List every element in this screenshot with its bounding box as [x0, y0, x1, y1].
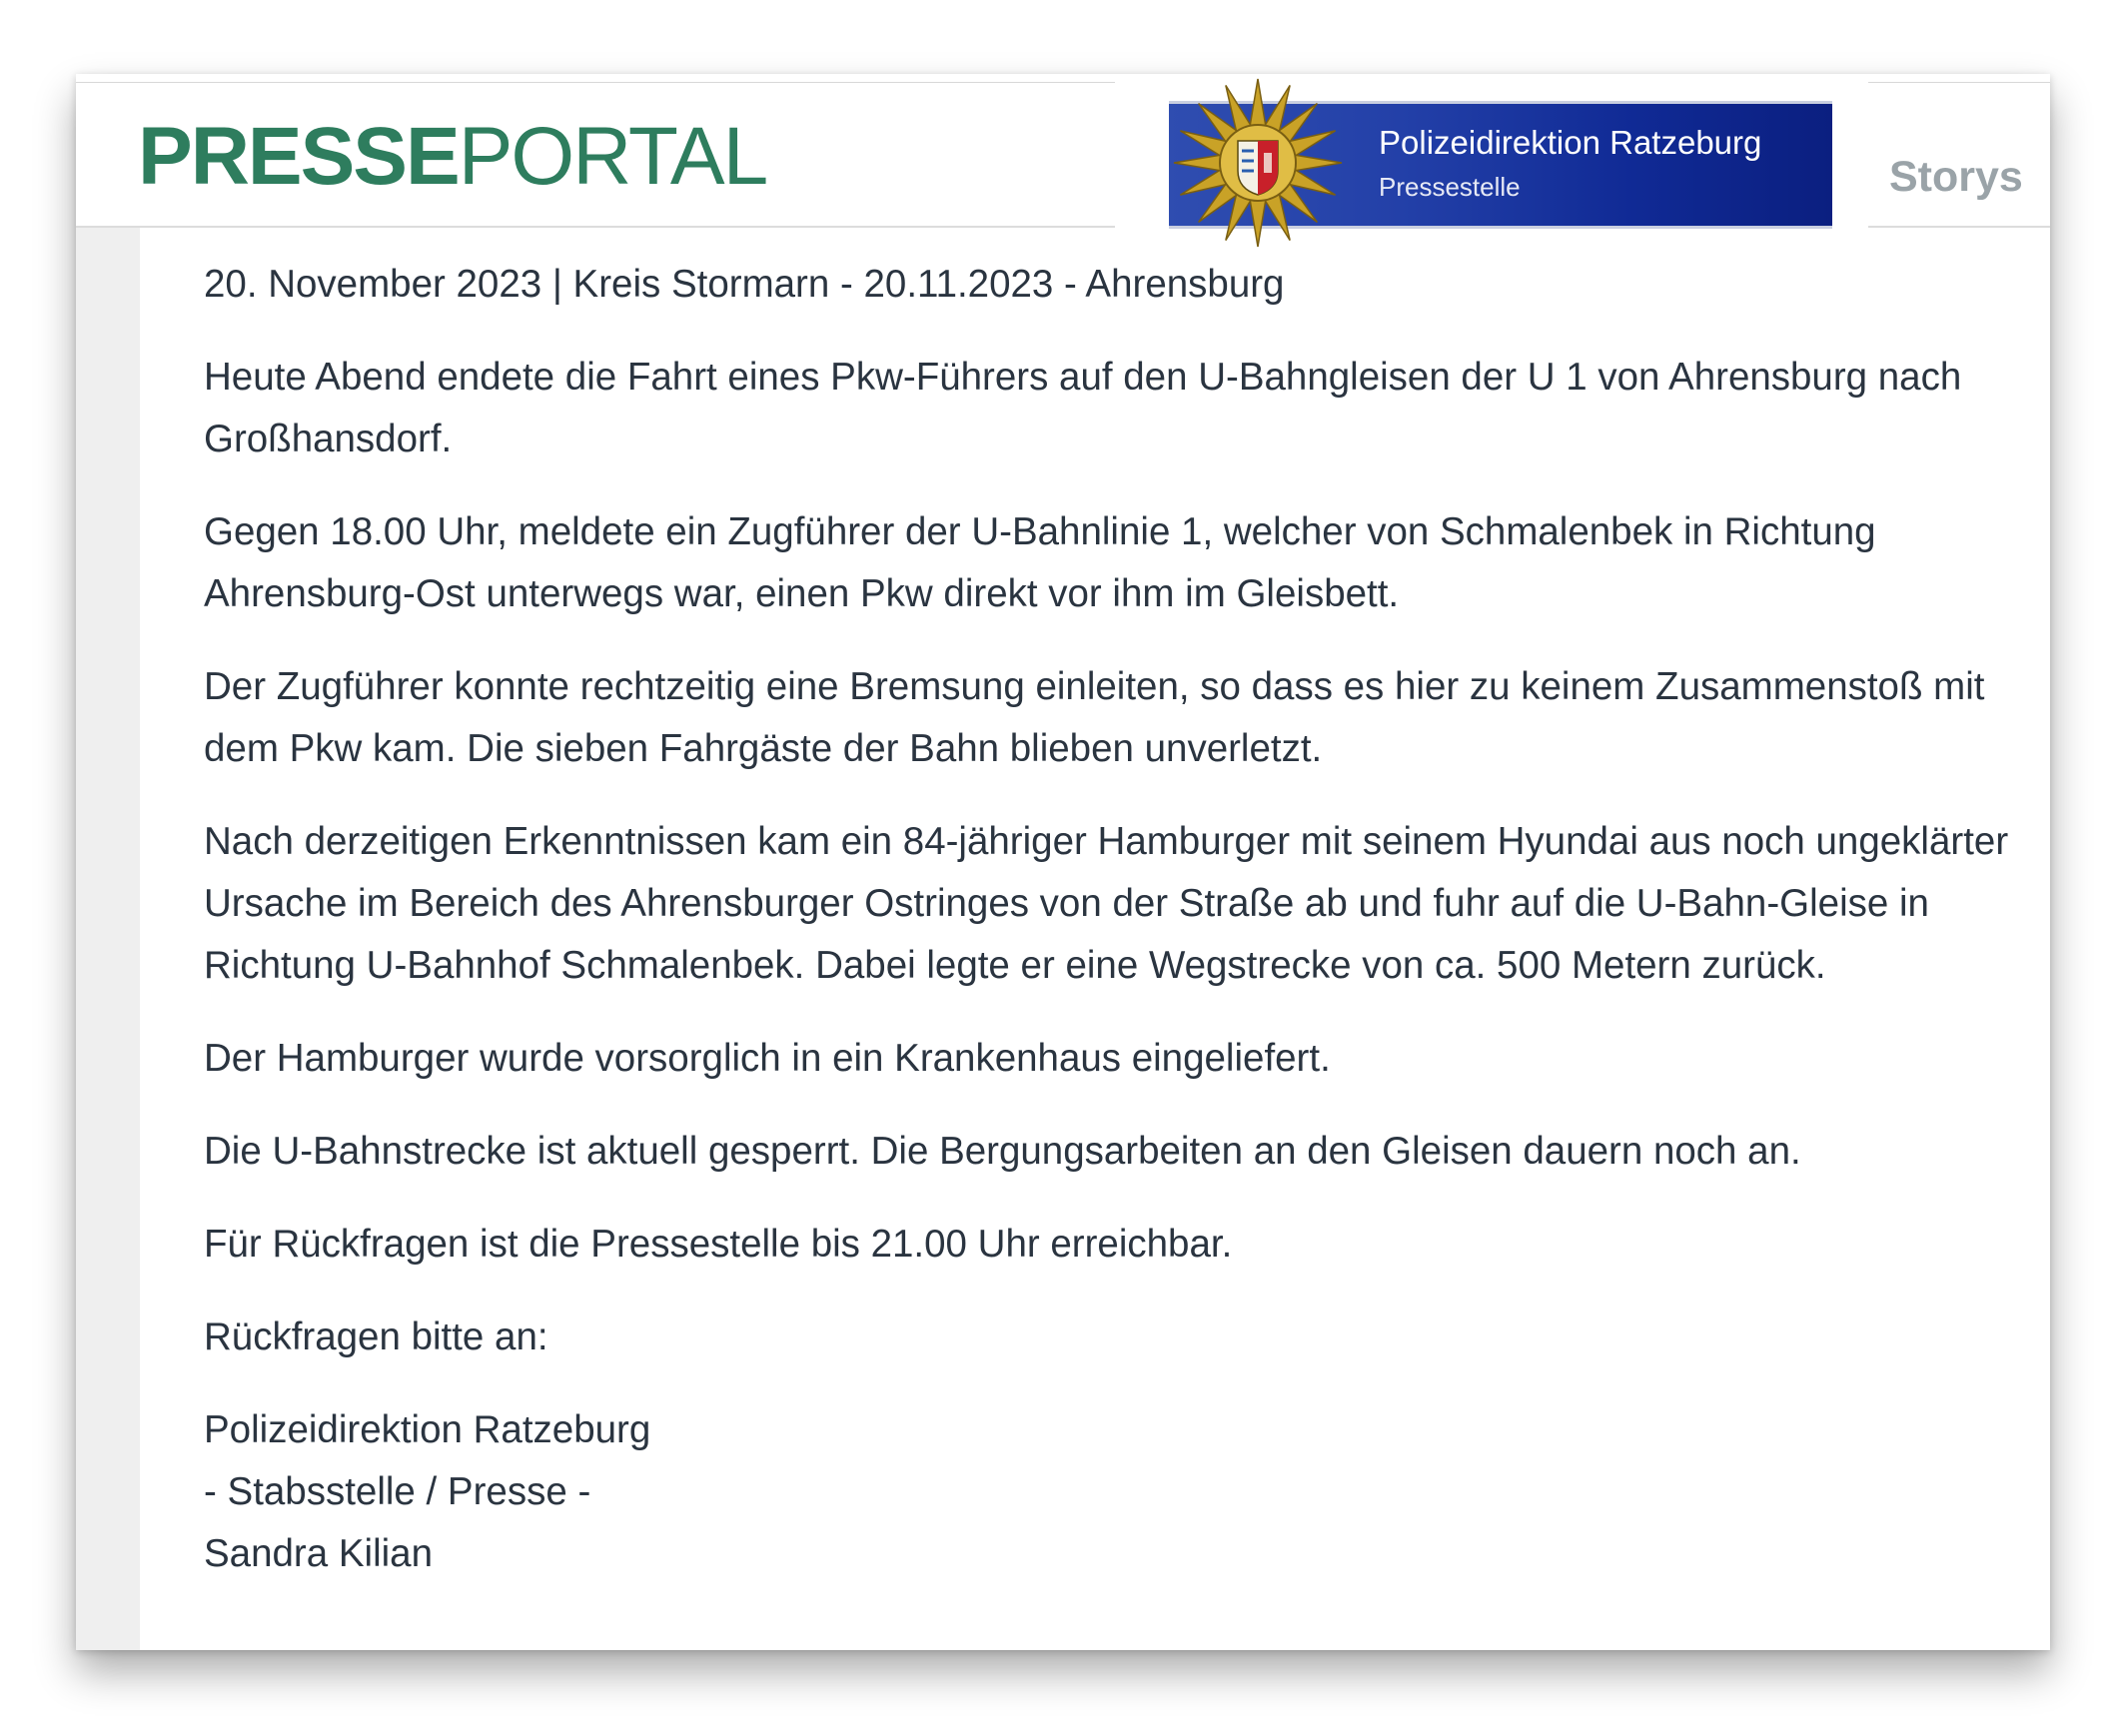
- police-star-icon: [1173, 75, 1343, 251]
- paragraph: Heute Abend endete die Fahrt eines Pkw-Führers auf den U-Bahngleisen der U 1 von Ahrensburg nach Großhansdorf.: [204, 356, 1962, 460]
- badge-subtitle: Pressestelle: [1379, 172, 1521, 202]
- presseportal-logo[interactable]: [138, 111, 767, 202]
- paragraph: Der Hamburger wurde vorsorglich in ein Krankenhaus eingeliefert.: [204, 1037, 1331, 1080]
- press-release-card: [76, 74, 2050, 1650]
- paragraph: Für Rückfragen ist die Pressestelle bis 21.00 Uhr erreichbar.: [204, 1223, 1233, 1266]
- police-badge-banner[interactable]: [1115, 75, 1868, 251]
- article-meta: 20. November 2023 | Kreis Stormarn - 20.11.2023 - Ahrensburg: [204, 263, 1285, 306]
- contact-dept: - Stabsstelle / Presse -: [204, 1470, 591, 1513]
- badge-title: Polizeidirektion Ratzeburg: [1379, 124, 1762, 161]
- paragraph: Der Zugführer konnte rechtzeitig eine Bremsung einleiten, so dass es hier zu keinem Zusammenstoß mit dem Pkw kam. Die sieben Fahrgäste der Bahn blieben unverletzt.: [204, 665, 1985, 770]
- paragraph: Nach derzeitigen Erkenntnissen kam ein 84-jähriger Hamburger mit seinem Hyundai aus noch ungeklärter Ursache im Bereich des Ahrensburger Ostringes von der Straße ab und fuhr auf die U-Bahn-Gleise in Richtung U-Bahnhof Schmalenbek. Dabei legte er eine Wegstrecke von ca. 500 Metern zurück.: [204, 820, 2009, 987]
- contact-block: [204, 1399, 2022, 1585]
- paragraph: Gegen 18.00 Uhr, meldete ein Zugführer der U-Bahnlinie 1, welcher von Schmalenbek in Richtung Ahrensburg-Ost unterwegs war, einen Pkw direkt vor ihm im Gleisbett.: [204, 510, 1876, 615]
- contact-org: Polizeidirektion Ratzeburg: [204, 1408, 651, 1451]
- nav-storys-link[interactable]: Storys: [1889, 153, 2023, 201]
- logo-portal: PORTAL: [458, 111, 767, 202]
- site-header: [76, 82, 2050, 228]
- contact-name: Sandra Kilian: [204, 1532, 434, 1575]
- article-body: [204, 254, 2022, 1616]
- paragraph: Die U-Bahnstrecke ist aktuell gesperrt. Die Bergungsarbeiten an den Gleisen dauern noch an.: [204, 1130, 1801, 1173]
- left-gutter: [76, 228, 140, 1650]
- logo-presse: PRESSE: [138, 111, 459, 202]
- paragraph: Rückfragen bitte an:: [204, 1315, 548, 1358]
